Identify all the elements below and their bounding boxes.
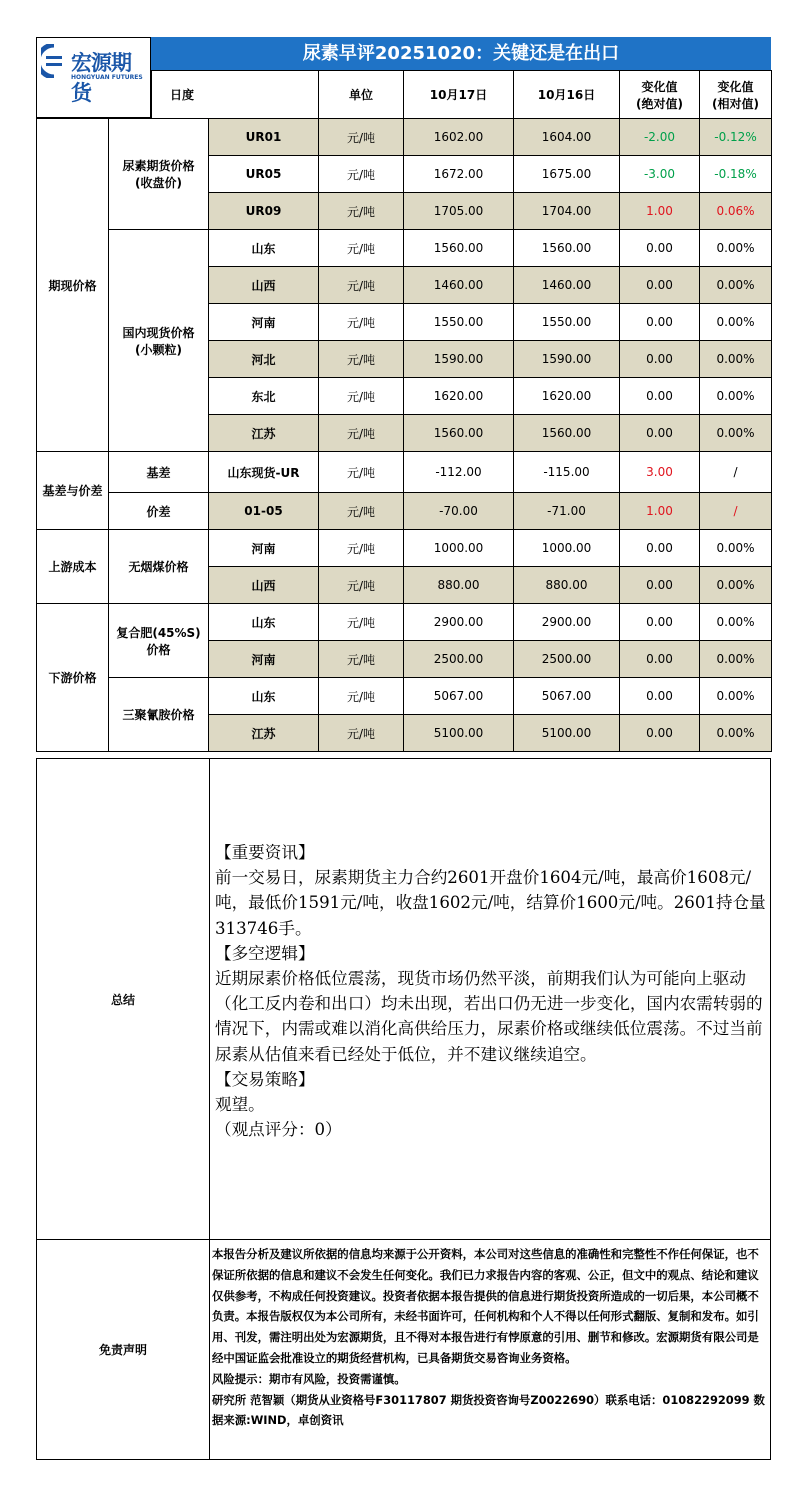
row-item: 山东现货-UR xyxy=(209,452,319,493)
row-d1: 1460.00 xyxy=(404,267,514,304)
row-rel: / xyxy=(700,452,772,493)
row-abs: 0.00 xyxy=(620,304,700,341)
row-d2: 1560.00 xyxy=(514,415,620,452)
row-rel: -0.12% xyxy=(700,119,772,156)
row-unit: 元/吨 xyxy=(319,267,404,304)
row-d1: 1560.00 xyxy=(404,230,514,267)
row-d2: 1604.00 xyxy=(514,119,620,156)
row-d1: -70.00 xyxy=(404,493,514,530)
header-date-2: 10月16日 xyxy=(514,71,620,119)
hongyuan-logo-icon xyxy=(41,44,67,78)
row-item: 河南 xyxy=(209,530,319,567)
report-header xyxy=(36,37,771,118)
row-rel: 0.00% xyxy=(700,267,772,304)
row-unit: 元/吨 xyxy=(319,567,404,604)
row-d2: 5100.00 xyxy=(514,715,620,752)
row-rel: 0.00% xyxy=(700,678,772,715)
row-abs: 0.00 xyxy=(620,267,700,304)
row-abs: 0.00 xyxy=(620,378,700,415)
disclaimer-body: 本报告分析及建议所依据的信息均来源于公开资料，本公司对这些信息的准确性和完整性不作任何保证，也不保证所依据的信息和建议不会发生任何变化。我们已力求报告内容的客观、公正，但文中的观点、结论和建议仅供参考，不构成任何投资建议。投资者依据本报告提供的信息进行期货投资所造成的一切后果，本公司概不负责。本报告版权仅为本公司所有，未经书面许可，任何机构和个人不得以任何形式翻版、复制和发布。如引用、刊发，需注明出处为宏源期货，且不得对本报告进行有悖原意的引用、删节和修改。宏源期货有限公司是经中国证监会批准设立的期货经营机构，已具备期货交易咨询业务资格。 xyxy=(212,1247,759,1365)
logo-chinese-name: 宏源期货 xyxy=(71,51,131,105)
row-d1: 1590.00 xyxy=(404,341,514,378)
row-d2: 1000.00 xyxy=(514,530,620,567)
group-basis: 基差 xyxy=(109,452,209,493)
row-d1: 5100.00 xyxy=(404,715,514,752)
row-unit: 元/吨 xyxy=(319,452,404,493)
row-rel: 0.00% xyxy=(700,715,772,752)
row-rel: 0.00% xyxy=(700,304,772,341)
column-header-row xyxy=(151,70,772,119)
group-domestic-spot-line1: 国内现货价格 xyxy=(122,325,195,340)
summary-score: （观点评分：0） xyxy=(215,1120,342,1140)
group-compound-line1: 复合肥(45%S) xyxy=(116,625,201,640)
section-downstream: 下游价格 xyxy=(37,604,109,752)
row-abs: 0.00 xyxy=(620,604,700,641)
row-unit: 元/吨 xyxy=(319,230,404,267)
row-d2: 1590.00 xyxy=(514,341,620,378)
header-change-rel-line1: 变化值 xyxy=(717,79,754,94)
price-table xyxy=(36,118,772,752)
row-d2: 1675.00 xyxy=(514,156,620,193)
header-date: 日度 xyxy=(152,71,319,119)
group-domestic-spot xyxy=(109,230,209,452)
group-anthracite: 无烟煤价格 xyxy=(109,530,209,604)
disclaimer-text xyxy=(212,1244,770,1431)
row-d2: 1460.00 xyxy=(514,267,620,304)
summary-heading-logic: 【多空逻辑】 xyxy=(215,943,315,963)
row-unit: 元/吨 xyxy=(319,119,404,156)
group-urea-futures-line1: 尿素期货价格 xyxy=(122,159,195,173)
header-change-rel-line2: (相对值) xyxy=(712,96,759,111)
row-rel: 0.00% xyxy=(700,230,772,267)
summary-label: 总结 xyxy=(37,759,210,1239)
row-rel: 0.00% xyxy=(700,567,772,604)
row-item: 山西 xyxy=(209,567,319,604)
row-d1: 880.00 xyxy=(404,567,514,604)
row-rel: 0.00% xyxy=(700,604,772,641)
summary-logic: 近期尿素价格低位震荡，现货市场仍然平淡，前期我们认为可能向上驱动（化工反内卷和出口）均未出现，若出口仍无进一步变化，国内农需转弱的情况下，内需或难以消化高供给压力，尿素价格或继续低位震荡。不过当前尿素从估值来看已经处于低位，并不建议继续追空。 xyxy=(215,969,763,1064)
row-d2: 880.00 xyxy=(514,567,620,604)
row-unit: 元/吨 xyxy=(319,378,404,415)
row-item: 东北 xyxy=(209,378,319,415)
row-abs: 0.00 xyxy=(620,341,700,378)
row-rel: 0.00% xyxy=(700,341,772,378)
group-melamine: 三聚氰胺价格 xyxy=(109,678,209,752)
row-abs: 0.00 xyxy=(620,641,700,678)
row-unit: 元/吨 xyxy=(319,604,404,641)
row-d2: 1704.00 xyxy=(514,193,620,230)
row-abs: -3.00 xyxy=(620,156,700,193)
summary-heading-strategy: 【交易策略】 xyxy=(215,1069,315,1089)
row-item: UR09 xyxy=(209,193,319,230)
row-item: 山东 xyxy=(209,230,319,267)
row-abs: 1.00 xyxy=(620,193,700,230)
row-unit: 元/吨 xyxy=(319,304,404,341)
company-logo xyxy=(36,37,151,118)
disclaimer-risk: 风险提示：期市有风险，投资需谨慎。 xyxy=(212,1371,406,1386)
row-rel: 0.00% xyxy=(700,641,772,678)
row-abs: 3.00 xyxy=(620,452,700,493)
report-title: 尿素早评20251020：关键还是在出口 xyxy=(151,37,771,70)
row-rel: 0.00% xyxy=(700,530,772,567)
group-urea-futures xyxy=(109,119,209,230)
header-unit: 单位 xyxy=(319,71,404,119)
summary-text xyxy=(215,840,771,1142)
row-rel: 0.00% xyxy=(700,415,772,452)
row-abs: 0.00 xyxy=(620,567,700,604)
row-item: 河南 xyxy=(209,304,319,341)
row-d1: -112.00 xyxy=(404,452,514,493)
disclaimer-section xyxy=(36,1239,771,1460)
section-basis-spread: 基差与价差 xyxy=(37,452,109,530)
row-rel: -0.18% xyxy=(700,156,772,193)
row-abs: 1.00 xyxy=(620,493,700,530)
row-unit: 元/吨 xyxy=(319,193,404,230)
row-abs: 0.00 xyxy=(620,715,700,752)
row-d1: 1550.00 xyxy=(404,304,514,341)
row-item: 河南 xyxy=(209,641,319,678)
row-abs: -2.00 xyxy=(620,119,700,156)
row-d2: 2900.00 xyxy=(514,604,620,641)
row-item: 山东 xyxy=(209,604,319,641)
row-item: UR01 xyxy=(209,119,319,156)
row-d1: 1602.00 xyxy=(404,119,514,156)
row-d1: 1560.00 xyxy=(404,415,514,452)
row-rel: / xyxy=(700,493,772,530)
row-d2: 1550.00 xyxy=(514,304,620,341)
row-abs: 0.00 xyxy=(620,230,700,267)
row-unit: 元/吨 xyxy=(319,641,404,678)
row-unit: 元/吨 xyxy=(319,678,404,715)
row-d2: 1620.00 xyxy=(514,378,620,415)
row-rel: 0.00% xyxy=(700,378,772,415)
row-item: UR05 xyxy=(209,156,319,193)
row-item: 山东 xyxy=(209,678,319,715)
header-change-abs xyxy=(620,71,700,119)
row-abs: 0.00 xyxy=(620,415,700,452)
disclaimer-label: 免责声明 xyxy=(37,1240,210,1459)
logo-english-name: HONGYUAN FUTURES xyxy=(71,74,143,81)
row-unit: 元/吨 xyxy=(319,715,404,752)
row-unit: 元/吨 xyxy=(319,493,404,530)
row-d1: 2500.00 xyxy=(404,641,514,678)
row-d1: 1620.00 xyxy=(404,378,514,415)
report-sheet xyxy=(36,37,771,1428)
row-d2: 5067.00 xyxy=(514,678,620,715)
header-date-1: 10月17日 xyxy=(404,71,514,119)
summary-heading-news: 【重要资讯】 xyxy=(215,843,315,862)
row-item: 江苏 xyxy=(209,415,319,452)
summary-section xyxy=(36,758,771,1240)
group-compound-line2: 价格 xyxy=(146,642,171,657)
disclaimer-author: 研究所 范智颖（期货从业资格号F3011780​7 期货投资咨询号Z0022690）联系电话：01082292099 数据来源:WIND，卓创资讯 xyxy=(212,1392,765,1428)
row-d2: 1560.00 xyxy=(514,230,620,267)
row-d2: 2500.00 xyxy=(514,641,620,678)
header-change-abs-line2: (绝对值) xyxy=(636,96,683,111)
row-d1: 2900.00 xyxy=(404,604,514,641)
row-item: 01-05 xyxy=(209,493,319,530)
row-d2: -71.00 xyxy=(514,493,620,530)
row-d1: 5067.00 xyxy=(404,678,514,715)
row-item: 江苏 xyxy=(209,715,319,752)
row-abs: 0.00 xyxy=(620,678,700,715)
row-d1: 1705.00 xyxy=(404,193,514,230)
group-urea-futures-line2: (收盘价) xyxy=(135,176,182,190)
section-upstream: 上游成本 xyxy=(37,530,109,604)
summary-news: 前一交易日，尿素期货主力合约2601开盘价1604元/吨，最高价1608元/吨，最低价1591元/吨，收盘1602元/吨，结算价1600元/吨。2601持仓量313746手。 xyxy=(215,868,766,938)
row-d1: 1672.00 xyxy=(404,156,514,193)
header-change-rel xyxy=(700,71,772,119)
row-unit: 元/吨 xyxy=(319,415,404,452)
summary-strategy: 观望。 xyxy=(215,1095,265,1115)
section-spot-futures: 期现价格 xyxy=(37,119,109,452)
header-change-abs-line1: 变化值 xyxy=(641,79,678,94)
row-item: 山西 xyxy=(209,267,319,304)
row-rel: 0.06% xyxy=(700,193,772,230)
row-item: 河北 xyxy=(209,341,319,378)
group-domestic-spot-line2: (小颗粒) xyxy=(135,342,182,357)
row-abs: 0.00 xyxy=(620,530,700,567)
row-unit: 元/吨 xyxy=(319,530,404,567)
row-d1: 1000.00 xyxy=(404,530,514,567)
group-compound-fertilizer xyxy=(109,604,209,678)
group-spread: 价差 xyxy=(109,493,209,530)
row-d2: -115.00 xyxy=(514,452,620,493)
row-unit: 元/吨 xyxy=(319,156,404,193)
row-unit: 元/吨 xyxy=(319,341,404,378)
